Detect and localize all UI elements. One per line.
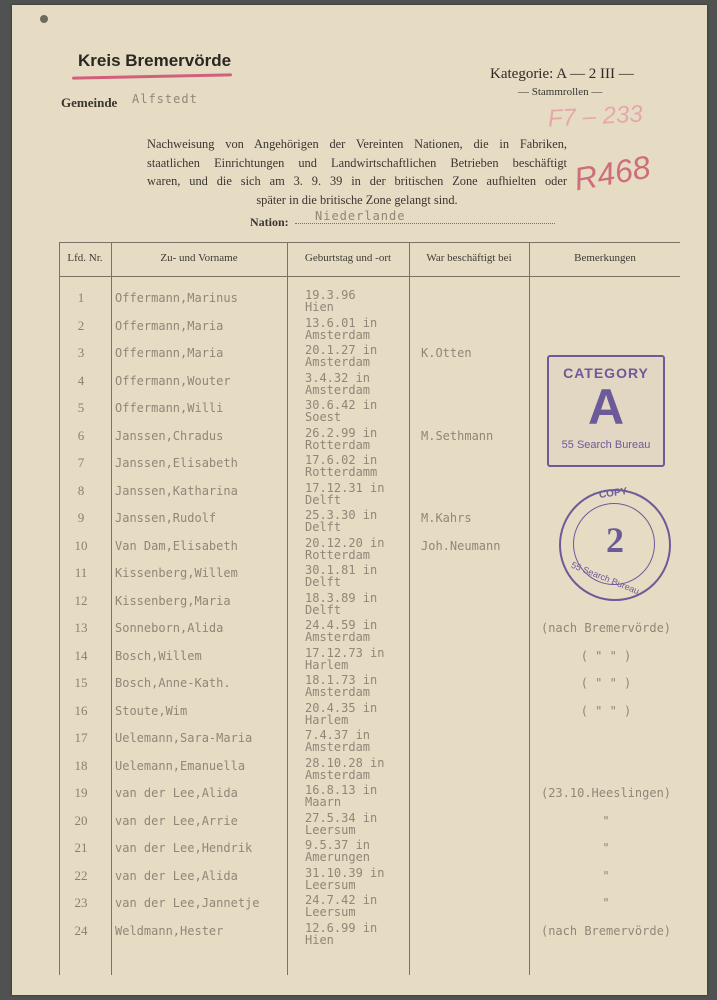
birth-date: 20.12.20 in	[305, 535, 385, 550]
handwritten-red-number: R468	[571, 148, 653, 198]
row-number: 18	[74, 757, 88, 773]
handwritten-reference: F7 – 233	[547, 100, 644, 133]
birth-date: 20.1.27 in	[305, 343, 378, 357]
remark: "	[602, 896, 610, 910]
column-header-name: Zu- und Vorname	[160, 252, 238, 264]
person-name: Offermann,Maria	[115, 318, 224, 333]
stamp-copy-number: 2	[606, 520, 624, 560]
column-divider	[409, 242, 410, 975]
birth-place: Amsterdam	[305, 382, 371, 397]
stammrollen-label: — Stammrollen —	[518, 86, 603, 98]
row-number: 7	[77, 455, 85, 470]
row-number: 19	[74, 785, 88, 800]
birth-place: Amsterdam	[305, 630, 371, 644]
birth-date: 25.3.30 in	[305, 508, 378, 522]
intro-paragraph	[147, 135, 567, 209]
stamp-copy-title: COPY	[598, 486, 628, 501]
birth-date: 18.3.89 in	[305, 590, 378, 605]
row-number: 10	[74, 537, 88, 553]
person-name: Stoute,Wim	[115, 703, 188, 718]
birth-date: 28.10.28 in	[305, 755, 385, 770]
row-number: 16	[74, 702, 88, 718]
birth-place: Harlem	[305, 712, 349, 727]
birth-date: 18.1.73 in	[305, 673, 378, 687]
remark: (nach Bremervörde)	[540, 621, 672, 635]
person-name: Offermann,Wouter	[115, 373, 231, 388]
table-top-rule	[59, 242, 680, 243]
birth-date: 31.10.39 in	[305, 865, 385, 880]
birth-place: Hien	[305, 932, 334, 947]
row-number: 3	[77, 345, 85, 360]
birth-place: Rotterdam	[305, 437, 371, 452]
birth-place: Soest	[305, 410, 342, 424]
person-name: Janssen,Katharina	[115, 483, 238, 498]
category-stamp	[547, 355, 665, 467]
kreis-heading: Kreis Bremervörde	[78, 51, 232, 70]
person-name: van der Lee,Arrie	[115, 813, 238, 828]
column-divider	[111, 242, 112, 975]
row-number: 5	[77, 400, 85, 415]
remark: ( " " )	[580, 648, 632, 663]
intro-line: waren, und die sich am 3. 9. 39 in der britischen Zone aufhielten oder	[147, 174, 567, 188]
person-name: Janssen,Chradus	[115, 428, 224, 443]
stamp-category-letter: A	[587, 379, 625, 435]
person-name: van der Lee,Alida	[115, 868, 238, 883]
birth-place: Amsterdam	[305, 740, 371, 754]
register-table	[59, 242, 680, 975]
birth-place: Leersum	[305, 905, 356, 919]
birth-place: Amsterdam	[305, 327, 371, 342]
row-number: 9	[77, 510, 85, 525]
row-number: 6	[77, 427, 85, 443]
employer: K.Otten	[421, 346, 472, 360]
remark: "	[602, 868, 610, 883]
person-name: Bosch,Willem	[115, 648, 202, 663]
row-number: 23	[74, 895, 88, 910]
remark: (23.10.Heeslingen)	[540, 786, 672, 800]
person-name: Offermann,Willi	[115, 401, 224, 415]
remark: "	[602, 813, 610, 828]
intro-line: staatlichen Einrichtungen und Landwirtschaftlichen Betrieben beschäftigt	[147, 155, 567, 170]
person-name: Bosch,Anne-Kath.	[115, 676, 231, 690]
birth-place: Delft	[305, 602, 342, 617]
birth-place: Hien	[305, 300, 334, 314]
remark: ( " " )	[580, 703, 632, 718]
copy-stamp	[559, 486, 671, 601]
birth-place: Amsterdam	[305, 767, 371, 782]
row-number: 21	[74, 840, 88, 855]
person-name: Kissenberg,Willem	[115, 566, 238, 580]
column-divider	[287, 242, 288, 975]
birth-place: Amsterdam	[305, 685, 371, 699]
birth-place: Leersum	[305, 822, 356, 837]
birth-date: 3.4.32 in	[305, 370, 371, 385]
person-name: Weldmann,Hester	[115, 923, 224, 938]
birth-place: Amsterdam	[305, 355, 371, 369]
stamp-category-title: CATEGORY	[563, 365, 649, 381]
employer: Joh.Neumann	[421, 538, 501, 553]
remark: "	[602, 841, 610, 855]
column-header-employer: War beschäftigt bei	[426, 252, 512, 264]
birth-date: 27.5.34 in	[305, 810, 378, 825]
birth-place: Rotterdam	[305, 547, 371, 562]
intro-line: später in die britische Zone gelangt sind.	[256, 192, 458, 207]
person-name: Van Dam,Elisabeth	[115, 538, 238, 553]
remark: ( " " )	[580, 676, 632, 690]
row-number: 11	[74, 565, 88, 580]
column-header-remarks: Bemerkungen	[574, 252, 636, 264]
gemeinde-value: Alfstedt	[132, 92, 198, 106]
row-number: 2	[77, 317, 85, 333]
birth-date: 16.8.13 in	[305, 783, 378, 797]
birth-date: 30.1.81 in	[305, 563, 378, 577]
birth-date: 30.6.42 in	[305, 398, 378, 412]
stamp-copy-bureau: 55 Search Bureau	[569, 559, 641, 597]
stamp-category-bureau: 55 Search Bureau	[561, 439, 651, 451]
table-header-rule	[59, 276, 680, 277]
birth-place: Delft	[305, 575, 342, 589]
birth-date: 19.3.96	[305, 288, 356, 302]
row-number: 22	[74, 867, 88, 883]
birth-date: 7.4.37 in	[305, 728, 371, 742]
person-name: Janssen,Elisabeth	[115, 456, 238, 470]
person-name: Sonneborn,Alida	[115, 621, 224, 635]
birth-date: 26.2.99 in	[305, 425, 378, 440]
row-number: 14	[74, 647, 88, 663]
person-name: Uelemann,Sara-Maria	[115, 731, 253, 745]
birth-date: 9.5.37 in	[305, 838, 371, 852]
person-name: van der Lee,Alida	[115, 786, 238, 800]
column-header-birth: Geburtstag und -ort	[304, 252, 392, 264]
document-page	[12, 5, 707, 995]
birth-place: Harlem	[305, 657, 349, 672]
birth-date: 17.12.73 in	[305, 645, 385, 660]
person-name: Kissenberg,Maria	[115, 593, 231, 608]
person-name: Offermann,Marinus	[115, 291, 238, 305]
birth-date: 12.6.99 in	[305, 920, 378, 935]
person-name: van der Lee,Jannetje	[115, 896, 260, 910]
birth-place: Delft	[305, 520, 342, 534]
birth-place: Amerungen	[305, 850, 371, 864]
birth-place: Rotterdamm	[305, 465, 378, 479]
birth-date: 17.12.31 in	[305, 480, 385, 495]
column-header-lfd: Lfd. Nr.	[67, 252, 103, 264]
person-name: Offermann,Maria	[115, 346, 224, 360]
employer: M.Kahrs	[421, 511, 472, 525]
punch-hole	[40, 15, 48, 23]
birth-place: Delft	[305, 492, 342, 507]
person-name: Uelemann,Emanuella	[115, 758, 246, 773]
row-number: 4	[77, 372, 85, 388]
birth-date: 17.6.02 in	[305, 453, 378, 467]
row-number: 12	[74, 592, 88, 608]
birth-place: Maarn	[305, 795, 342, 809]
birth-place: Leersum	[305, 877, 356, 892]
nation-dotted-line	[295, 223, 555, 224]
intro-line: Nachweisung von Angehörigen der Vereinten Nationen, die in Fabriken,	[147, 137, 567, 151]
kategorie-label: Kategorie: A — 2 III —	[490, 66, 634, 82]
row-number: 13	[74, 620, 88, 635]
row-number: 20	[74, 812, 88, 828]
row-number: 15	[74, 675, 88, 690]
employer: M.Sethmann	[421, 428, 494, 443]
column-divider	[529, 242, 530, 975]
row-number: 17	[74, 730, 88, 745]
row-number: 1	[77, 290, 85, 305]
nation-value: Niederlande	[315, 209, 406, 223]
birth-date: 24.4.59 in	[305, 618, 378, 632]
remark: (nach Bremervörde)	[540, 923, 672, 938]
birth-date: 13.6.01 in	[305, 315, 378, 330]
person-name: van der Lee,Hendrik	[115, 841, 253, 855]
birth-date: 24.7.42 in	[305, 893, 378, 907]
birth-date: 20.4.35 in	[305, 700, 378, 715]
gemeinde-label: Gemeinde	[61, 95, 118, 110]
row-number: 24	[74, 922, 88, 938]
red-underline	[72, 73, 232, 79]
nation-label: Nation:	[250, 215, 289, 229]
person-name: Janssen,Rudolf	[115, 511, 217, 525]
row-number: 8	[77, 482, 85, 498]
